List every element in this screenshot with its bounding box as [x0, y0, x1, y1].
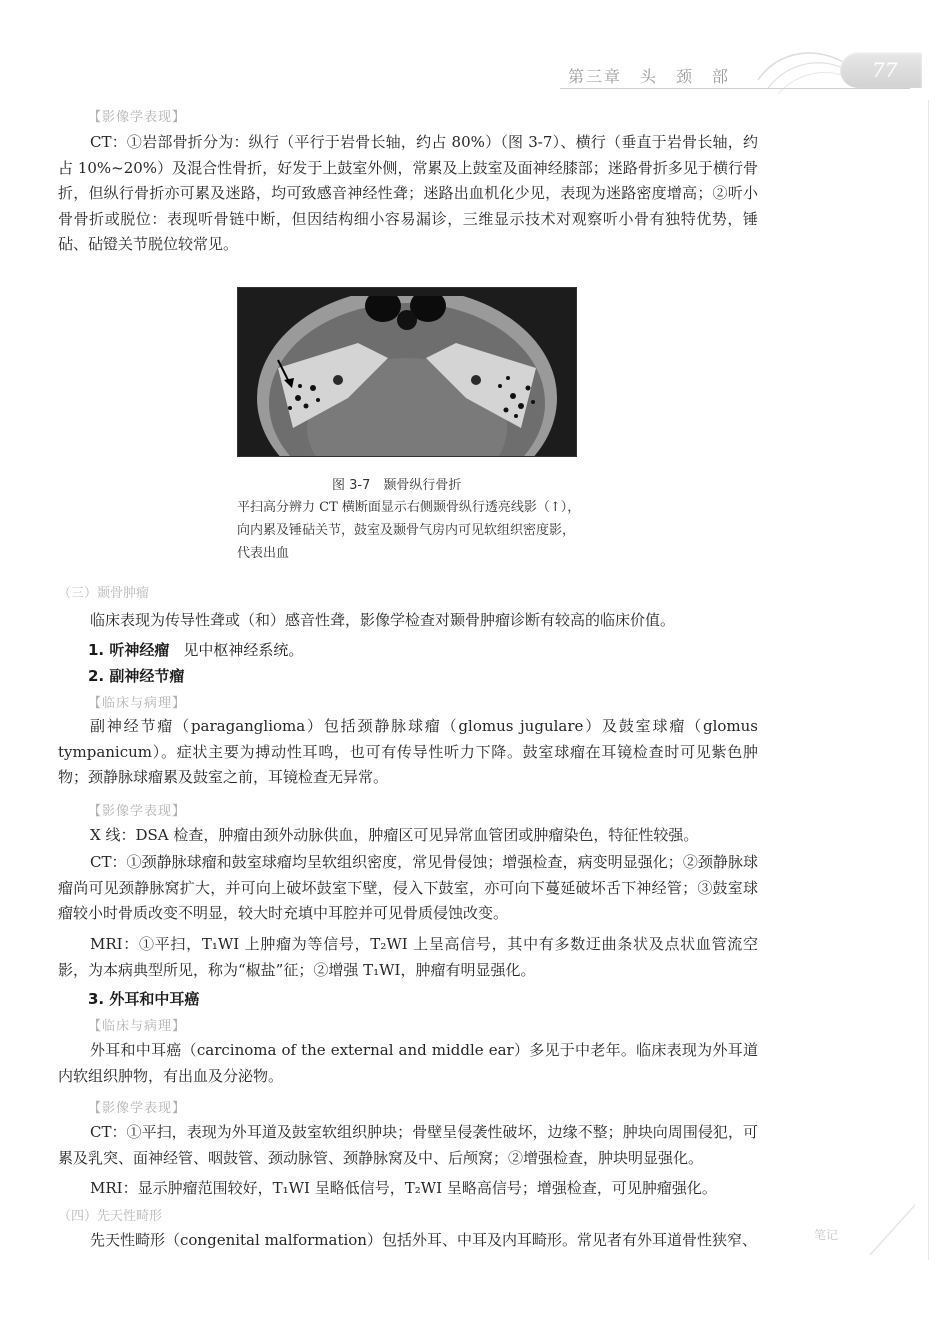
paragraph-ct-paraganglioma: CT：①颈静脉球瘤和鼓室球瘤均呈软组织密度，常见骨侵蚀；增强检查，病变明显强化；②颈静脉球瘤尚可见颈静脉窝扩大，并可向上破坏鼓室下壁，侵入下鼓室，亦可向下蔓延破坏舌下神经管；③鼓室球瘤较小时骨质改变不明显，较大时充填中耳腔并可见骨质侵蚀改变。 — [58, 853, 758, 922]
margin-note-label: 笔记 — [814, 1228, 839, 1242]
paragraph-xray: X 线：DSA 检查，肿瘤由颈外动脉供血，肿瘤区可见异常血管团或肿瘤染色，特征性较强。 — [90, 826, 699, 844]
ct-scan-figure — [237, 287, 577, 457]
paragraph-ct-fracture: CT：①岩部骨折分为：纵行（平行于岩骨长轴，约占 80%）（图 3-7）、横行（垂直于岩骨长轴，约占 10%~20%）及混合性骨折，好发于上鼓室外侧，常累及上鼓室及面神经膝部；迷路骨折多见于横行骨折，但纵行骨折亦可累及迷路，均可致感音神经性聋；迷路出血机化少见，表现为迷路密度增高；②听小骨骨折或脱位：表现听骨链中断，但因结构细小容易漏诊，三维显示技术对观察听小骨有独特优势，锤砧、砧镫关节脱位较常见。 — [58, 133, 758, 253]
heading-acoustic-neuroma-title: 1. 听神经瘤 — [88, 641, 170, 659]
paragraph-mri-carcinoma: MRI：显示肿瘤范围较好，T₁WI 呈略低信号，T₂WI 呈略高信号；增强检查，可见肿瘤强化。 — [90, 1179, 717, 1197]
paragraph-ct-carcinoma: CT：①平扫，表现为外耳道及鼓室软组织肿块；骨壁呈侵袭性破坏，边缘不整；肿块向周围侵犯，可累及乳突、面神经管、咽鼓管、颈动脉管、颈静脉窝及中、后颅窝；②增强检查，肿块明显强化。 — [58, 1123, 758, 1167]
label-clinical-pathology-2: 【临床与病理】 — [88, 696, 187, 711]
label-imaging-findings: 【影像学表现】 — [88, 110, 187, 125]
heading-acoustic-neuroma-text: 见中枢神经系统。 — [183, 641, 304, 659]
page-number: 77 — [872, 58, 898, 82]
margin-decoration-icon — [860, 1200, 920, 1260]
paragraph-paraganglioma-clinical: 副神经节瘤（paraganglioma）包括颈静脉球瘤（glomus jugulare）及鼓室球瘤（glomus tympanicum）。症状主要为搏动性耳鸣，也可有传导性听力下降。鼓室球瘤在耳镜检查时可见紫色肿物；颈静脉球瘤累及鼓室之前，耳镜检查无异常。 — [58, 717, 758, 786]
section-label-congenital-malformation: （四）先天性畸形 — [58, 1209, 163, 1224]
chapter-title: 第三章 头 颈 部 — [568, 67, 731, 86]
figure-caption: 平扫高分辨力 CT 横断面显示右侧颞骨纵行透亮线影（↑），向内累及锤砧关节，鼓室及颞骨气房内可见软组织密度影，代表出血 — [237, 500, 581, 561]
paragraph-congenital-intro: 先天性畸形（congenital malformation）包括外耳、中耳及内耳畸形。常见者有外耳道骨性狭窄、 — [90, 1231, 757, 1249]
section-label-temporal-bone-tumors: （三）颞骨肿瘤 — [58, 586, 150, 601]
header-divider — [560, 88, 910, 89]
label-clinical-pathology-3: 【临床与病理】 — [88, 1019, 187, 1034]
heading-ear-carcinoma: 3. 外耳和中耳癌 — [88, 990, 200, 1008]
paragraph-mri-paraganglioma: MRI：①平扫，T₁WI 上肿瘤为等信号，T₂WI 上呈高信号，其中有多数迂曲条状及点状血管流空影，为本病典型所见，称为“椒盐”征；②增强 T₁WI，肿瘤有明显强化。 — [58, 935, 758, 979]
ct-scan-image — [238, 288, 576, 456]
paragraph-carcinoma-clinical: 外耳和中耳癌（carcinoma of the external and middle ear）多见于中老年。临床表现为外耳道内软组织肿物，有出血及分泌物。 — [58, 1041, 758, 1085]
figure-title: 图 3-7 颞骨纵行骨折 — [332, 478, 462, 493]
margin-divider — [928, 100, 929, 1260]
paragraph-tumor-intro: 临床表现为传导性聋或（和）感音性聋，影像学检查对颞骨肿瘤诊断有较高的临床价值。 — [90, 611, 676, 629]
heading-paraganglioma: 2. 副神经节瘤 — [88, 667, 185, 685]
label-imaging-findings-3: 【影像学表现】 — [88, 1101, 187, 1116]
label-imaging-findings-2: 【影像学表现】 — [88, 804, 187, 819]
heading-acoustic-neuroma — [88, 639, 303, 660]
